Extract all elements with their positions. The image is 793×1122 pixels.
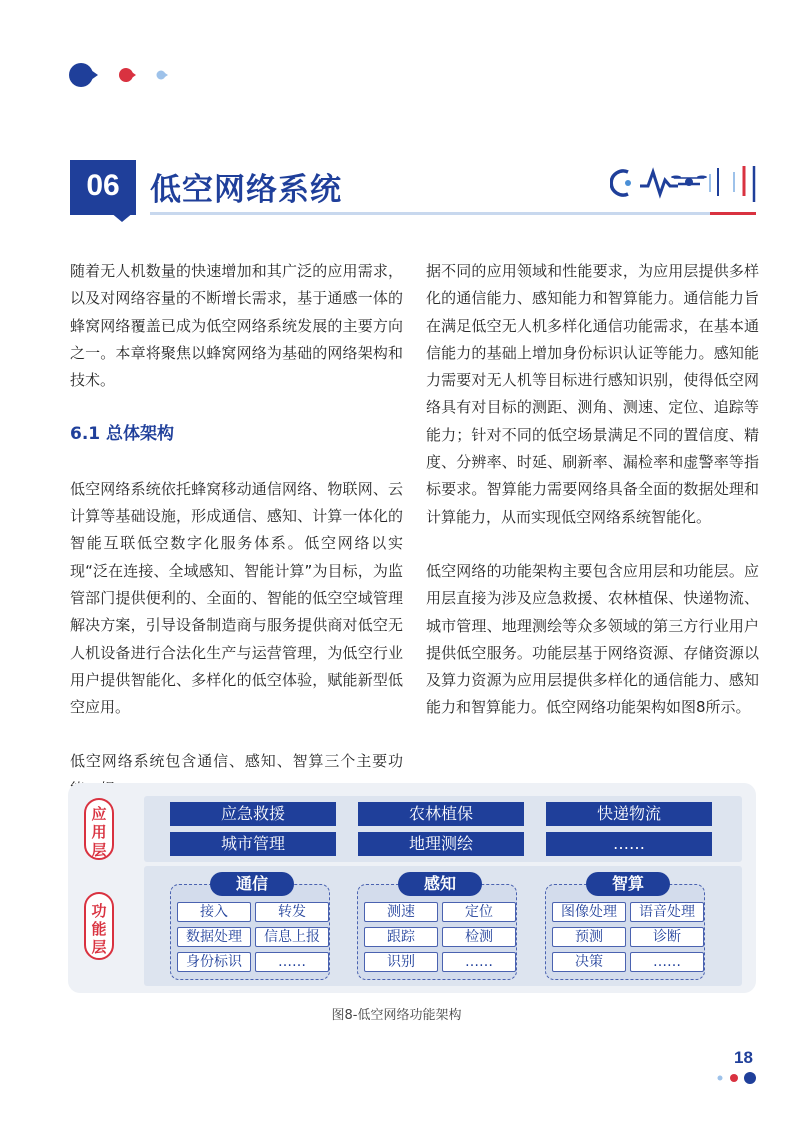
app-item: 应急救援 [170, 802, 336, 826]
app-layer-char: 用 [91, 823, 107, 841]
function-cell: 诊断 [630, 927, 704, 947]
header-underline [150, 212, 710, 215]
function-cell: 图像处理 [552, 902, 626, 922]
architecture-paragraph: 低空网络系统依托蜂窝移动通信网络、物联网、云计算等基础设施，形成通信、感知、计算一体化的智能互联低空数字化服务体系。低空网络以实现“泛在连接、全域感知、智能计算”为目标，为监管部门提供便利的、全面的、智能的低空空域管理解决方案，引导设备制造商与服务提供商对低空无人机设备进行合法化生产与运营管理，为低空行业用户提供智能化、多样化的低空体验，赋能新型低空应用。 [70, 479, 403, 717]
chapter-title: 低空网络系统 [150, 172, 342, 208]
left-column [70, 258, 403, 830]
function-cell: 识别 [364, 952, 438, 972]
func-layer-label [84, 892, 114, 960]
func-layer-char: 层 [91, 938, 107, 956]
header-underline-left [70, 212, 136, 215]
drone-signal-logo-icon [610, 162, 760, 202]
group-title: 感知 [398, 872, 482, 896]
app-layer-char: 层 [91, 841, 107, 859]
group-title: 智算 [586, 872, 670, 896]
app-item: 农林植保 [358, 802, 524, 826]
function-cell: 信息上报 [255, 927, 329, 947]
functions-paragraph-cont: 据不同的应用领域和性能要求，为应用层提供多样化的通信能力、感知能力和智算能力。通信能力旨在满足低空无人机多样化通信功能需求，在基本通信能力的基础上增加身份标识认证等能力。感知能力需要对无人机等目标进行感知识别，使得低空网络具有对目标的测距、测角、测速、定位、追踪等能力；针对不同的低空场景满足不同的置信度、精度、分辨率、时延、刷新率、漏检率和虚警率等指标要求。智算能力需要网络具备全面的数据处理和计算能力，从而实现低空网络系统智能化。 [426, 262, 759, 526]
app-item: …… [546, 832, 712, 856]
function-cell: 决策 [552, 952, 626, 972]
layers-paragraph: 低空网络的功能架构主要包含应用层和功能层。应用层直接为涉及应急救援、农林植保、快递物流、城市管理、地理测绘等众多领域的第三方行业用户提供低空服务。功能层基于网络资源、存储资源以及算力资源为应用层提供多样化的通信能力、感知能力和智算能力。低空网络功能架构如图8所示。 [426, 561, 759, 717]
function-cell: 数据处理 [177, 927, 251, 947]
function-cell: 语音处理 [630, 902, 704, 922]
function-cell: 身份标识 [177, 952, 251, 972]
section-title: 6.1 总体架构 [70, 424, 175, 445]
func-layer-char: 功 [91, 902, 107, 920]
function-cell: …… [255, 952, 329, 972]
app-layer-label [84, 798, 114, 860]
function-cell: …… [630, 952, 704, 972]
functions-paragraph-start: 低空网络系统包含通信、感知、智算三个主要功 [70, 752, 403, 771]
footer-dots-icon [716, 1071, 760, 1085]
intro-paragraph: 随着无人机数量的快速增加和其广泛的应用需求，以及对网络容量的不断增长需求，基于通感一体的蜂窝网络覆盖已成为低空网络系统发展的主要方向之一。本章将聚焦以蜂窝网络为基础的网络架构和技术。 [70, 262, 403, 390]
function-cell: …… [442, 952, 516, 972]
function-cell: 预测 [552, 927, 626, 947]
function-cell: 接入 [177, 902, 251, 922]
page-number: 18 [734, 1048, 753, 1067]
function-cell: 跟踪 [364, 927, 438, 947]
function-cell: 转发 [255, 902, 329, 922]
decorative-dots-icon [68, 62, 188, 88]
figure-caption: 图8-低空网络功能架构 [331, 1008, 462, 1023]
right-column [426, 258, 759, 749]
app-item: 地理测绘 [358, 832, 524, 856]
chapter-number: 06 [70, 160, 136, 212]
app-item: 城市管理 [170, 832, 336, 856]
app-layer-char: 应 [91, 805, 107, 823]
function-cell: 测速 [364, 902, 438, 922]
function-cell: 检测 [442, 927, 516, 947]
group-title: 通信 [210, 872, 294, 896]
function-cell: 定位 [442, 902, 516, 922]
app-item: 快递物流 [546, 802, 712, 826]
func-layer-char: 能 [91, 920, 107, 938]
header-underline-accent [710, 212, 756, 215]
